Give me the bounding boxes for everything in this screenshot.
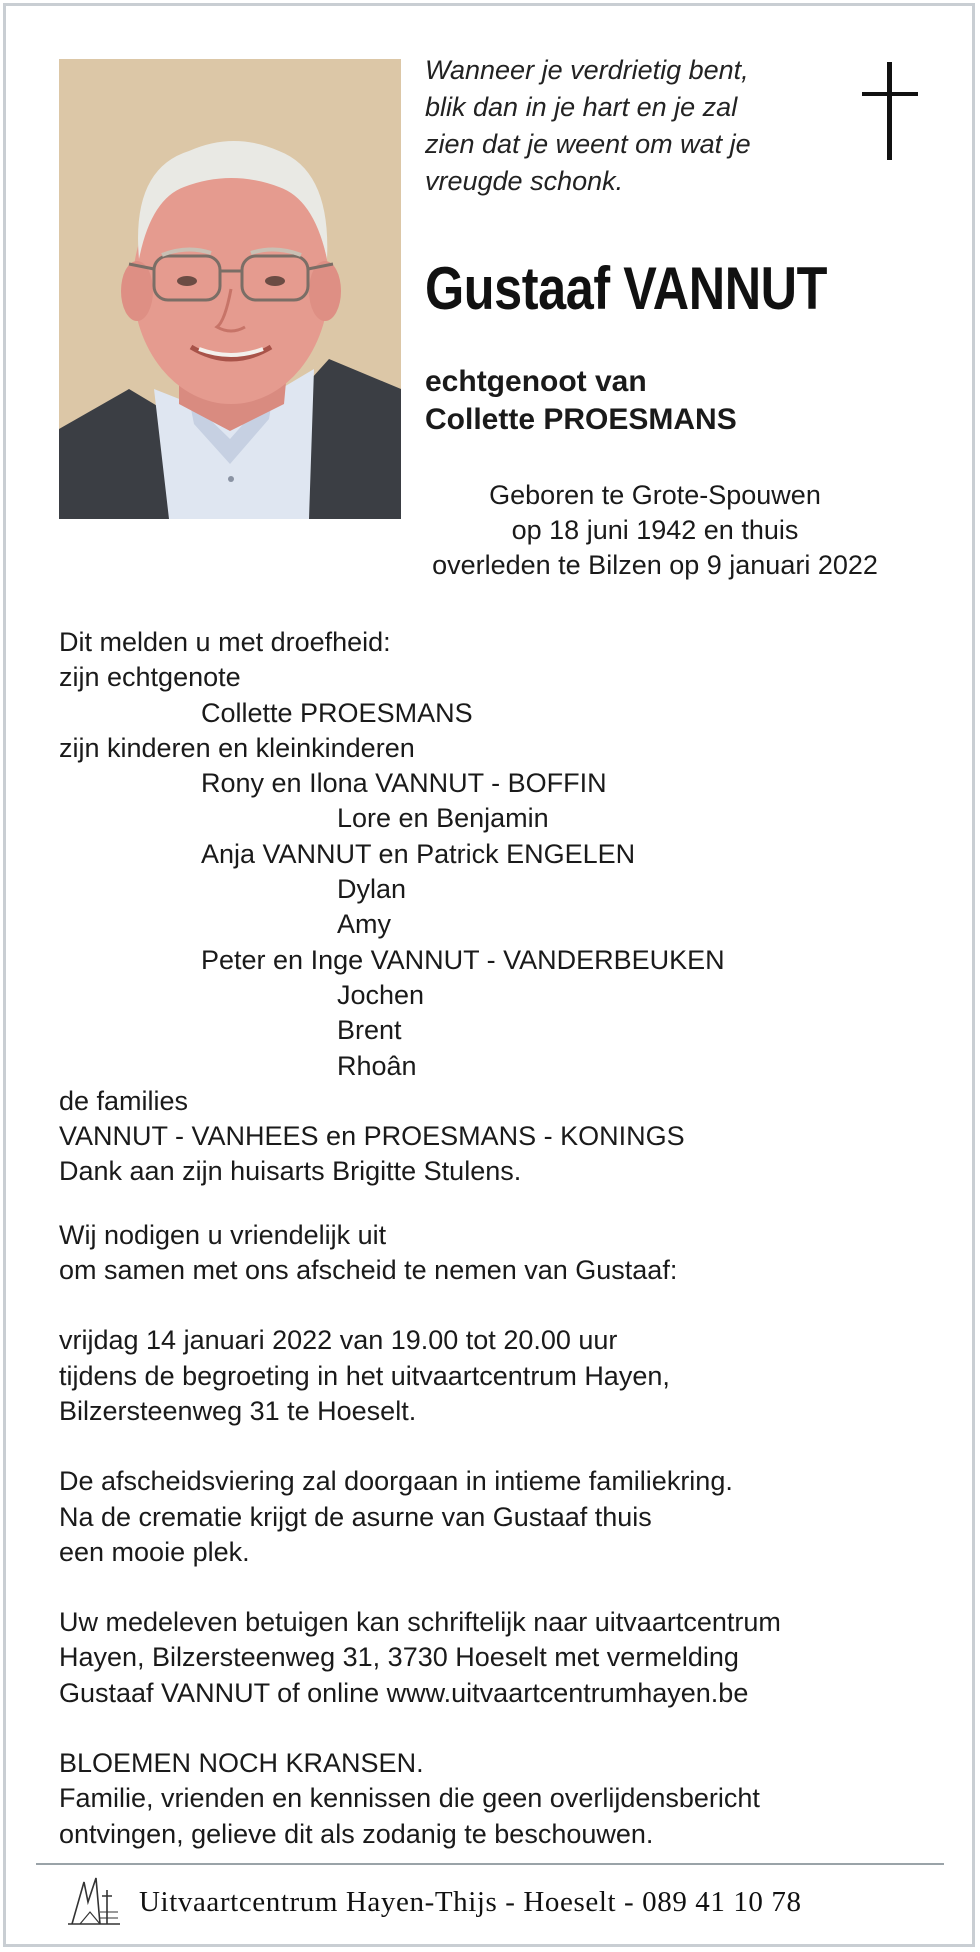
grandchild: Lore en Benjamin [337,803,549,834]
funeral-home-logo-icon [66,1872,122,1928]
ceremony-line: De afscheidsviering zal doorgaan in intieme familiekring. [59,1466,733,1497]
child-family: Anja VANNUT en Patrick ENGELEN [201,838,636,869]
spacer [59,1190,939,1218]
families-names: VANNUT - VANHEES en PROESMANS - KONINGS [59,1121,685,1152]
poem-line: Wanneer je verdrietig bent, [425,55,749,85]
children-label: zijn kinderen en kleinkinderen [59,732,415,763]
spacer [59,1288,939,1323]
closing-line: Familie, vrienden en kennissen die geen overlijdensbericht [59,1783,760,1814]
grandchild: Jochen [337,979,425,1010]
spacer [59,1570,939,1605]
cross-icon [862,62,918,160]
condolences-line: Hayen, Bilzersteenweg 31, 3730 Hoeselt met vermelding [59,1642,739,1673]
thanks-line: Dank aan zijn huisarts Brigitte Stulens. [59,1156,522,1187]
footer-contact: Uitvaartcentrum Hayen-Thijs - Hoeselt - 089 41 10 78 [139,1886,802,1918]
viewing-line: Bilzersteenweg 31 te Hoeselt. [59,1395,417,1426]
announcement-body [59,625,939,1852]
ceremony-line: een mooie plek. [59,1536,250,1567]
poem-line: vreugde schonk. [425,166,624,196]
spouse-label: echtgenoot van [425,365,647,398]
child-family: Rony en Ilona VANNUT - BOFFIN [201,768,607,799]
poem-line: blik dan in je hart en je zal [425,92,738,122]
wife-name: Collette PROESMANS [201,697,473,728]
condolences-line: Uw medeleven betuigen kan schriftelijk naar uitvaartcentrum [59,1607,781,1638]
ceremony-line: Na de crematie krijgt de asurne van Gustaaf thuis [59,1501,652,1532]
portrait-photo [59,59,401,519]
closing-line: ontvingen, gelieve dit als zodanig te beschouwen. [59,1818,654,1849]
poem [425,52,845,200]
wife-label: zijn echtgenote [59,662,241,693]
viewing-line: vrijdag 14 januari 2022 van 19.00 tot 20.00 uur [59,1325,618,1356]
poem-line: zien dat je weent om wat je [425,129,751,159]
spacer [59,1711,939,1746]
death-line: overleden te Bilzen op 9 januari 2022 [432,550,878,580]
viewing-line: tijdens de begroeting in het uitvaartcentrum Hayen, [59,1360,670,1391]
invitation-line: Wij nodigen u vriendelijk uit [59,1219,387,1250]
footer [66,1868,916,1938]
child-family: Peter en Inge VANNUT - VANDERBEUKEN [201,944,725,975]
condolences-line: Gustaaf VANNUT of online www.uitvaartcentrumhayen.be [59,1677,749,1708]
family-intro: Dit melden u met droefheid: [59,627,391,657]
grandchild: Rhoân [337,1050,417,1081]
footer-divider [36,1863,944,1865]
grandchild: Amy [337,909,391,940]
birth-line: Geboren te Grote-Spouwen [489,480,821,510]
grandchild: Dylan [337,874,407,905]
deceased-name: Gustaaf VANNUT [425,255,828,322]
grandchild: Brent [337,1015,402,1046]
birth-death-details [380,478,930,583]
birth-date-line: op 18 juni 1942 en thuis [511,515,799,545]
invitation-line: om samen met ons afscheid te nemen van Gustaaf: [59,1255,678,1286]
spouse-block [425,363,925,439]
families-label: de families [59,1085,189,1116]
spouse-name: Collette PROESMANS [425,403,737,436]
closing-line: BLOEMEN NOCH KRANSEN. [59,1748,424,1779]
spacer [59,1429,939,1464]
